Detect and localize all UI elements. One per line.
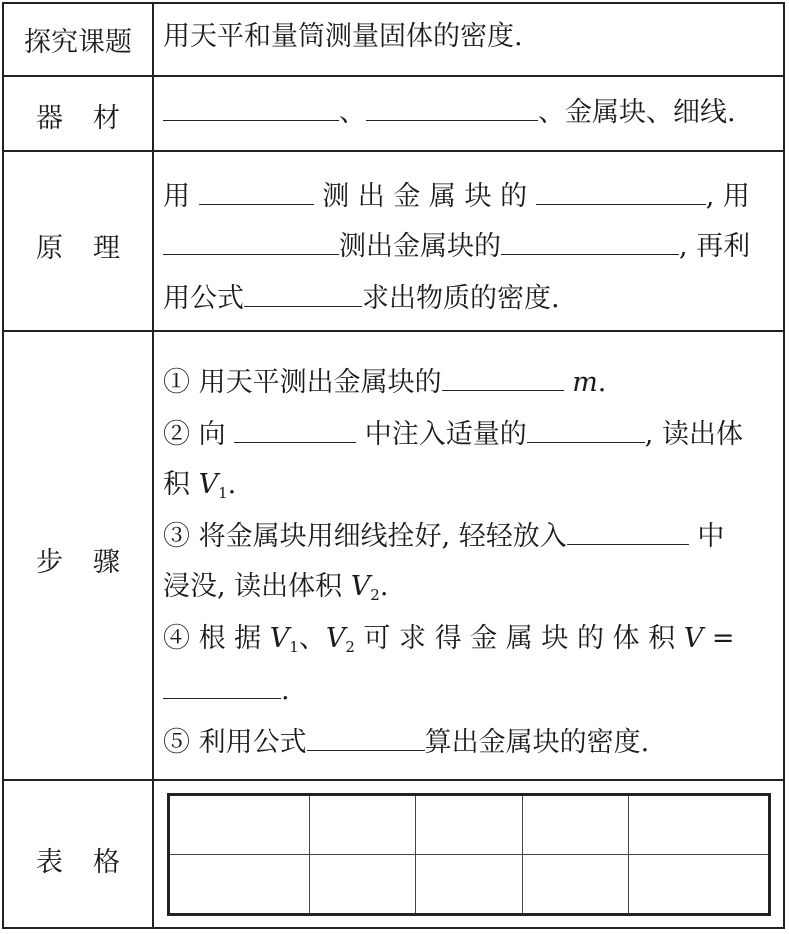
principle-label-char: 原 (36, 233, 63, 264)
volume-symbol: V (325, 623, 346, 654)
subscript: 1 (289, 638, 299, 656)
principle-label (2, 226, 154, 265)
column-divider (152, 2, 154, 929)
table-cell[interactable] (522, 855, 628, 915)
text: 积 (163, 469, 190, 500)
text: 测出金属块的 (339, 231, 501, 262)
row-divider (2, 779, 785, 781)
principle-line-1 (163, 180, 750, 214)
table-cell[interactable] (169, 855, 310, 915)
text: , 读出体 (644, 419, 743, 450)
separator: 、 (339, 97, 366, 128)
subscript: 2 (345, 638, 355, 656)
equipment-tail: 、金属块、细线. (538, 97, 736, 128)
volume-symbol: V (350, 571, 371, 602)
table-cell[interactable] (628, 855, 769, 915)
table-label (2, 840, 154, 879)
text: ⑤ 利用公式 (163, 727, 307, 758)
blank-field[interactable] (567, 520, 689, 545)
text: 用公式 (163, 283, 244, 314)
step-4 (163, 622, 734, 664)
steps-label-char: 步 (36, 547, 63, 578)
text: 算出金属块的密度. (424, 727, 650, 758)
blank-field[interactable] (163, 674, 281, 699)
text: 测 出 金 属 块 的 (322, 181, 528, 212)
blank-field[interactable] (244, 282, 362, 307)
equals-sign: = (711, 623, 735, 654)
table-row (169, 855, 770, 915)
blank-field[interactable] (366, 96, 538, 121)
subscript: 2 (370, 586, 380, 604)
principle-line-3 (163, 282, 560, 316)
step-5 (163, 726, 649, 760)
text: 用 (163, 181, 190, 212)
steps-label-char: 骤 (93, 547, 120, 578)
principle-line-2 (163, 230, 750, 264)
table-label-char: 格 (93, 847, 120, 878)
text: , 再利 (679, 231, 751, 262)
text: 中 (697, 521, 725, 552)
blank-field[interactable] (307, 726, 425, 751)
text: 可 求 得 金 属 块 的 体 积 (363, 623, 676, 654)
text: ② 向 (163, 419, 226, 450)
equipment-label-char: 材 (93, 103, 120, 134)
mass-symbol: m (572, 367, 598, 398)
table-cell[interactable] (522, 795, 628, 855)
blank-field[interactable] (163, 230, 339, 255)
blank-field[interactable] (234, 418, 356, 443)
blank-field[interactable] (163, 96, 339, 121)
step-1 (163, 366, 606, 400)
row-divider (2, 75, 785, 77)
step-2-cont (163, 468, 236, 510)
blank-field[interactable] (199, 180, 314, 205)
blank-field[interactable] (442, 366, 564, 391)
volume-symbol: V (683, 623, 704, 654)
table-cell[interactable] (310, 855, 416, 915)
blank-field[interactable] (501, 230, 679, 255)
topic-text: 用天平和量筒测量固体的密度. (163, 21, 523, 52)
table-row (169, 795, 770, 855)
table-cell[interactable] (628, 795, 769, 855)
topic-label: 探究课题 (24, 27, 132, 58)
subscript: 1 (218, 484, 228, 502)
text: ③ 将金属块用细线拴好, 轻轻放入 (163, 521, 567, 552)
table-cell[interactable] (416, 795, 522, 855)
step-3 (163, 520, 724, 554)
step-3-cont (163, 570, 388, 612)
text: . (597, 367, 607, 398)
step-2 (163, 418, 743, 452)
equipment-line (163, 96, 736, 130)
text: . (281, 675, 290, 706)
experiment-sheet (2, 2, 785, 929)
volume-symbol: V (198, 469, 219, 500)
text: . (227, 469, 237, 500)
text: ④ 根 据 (163, 623, 262, 654)
blank-field[interactable] (527, 418, 645, 443)
equipment-label (2, 96, 154, 135)
steps-label (2, 540, 154, 579)
text: ① 用天平测出金属块的 (163, 367, 442, 398)
blank-field[interactable] (536, 180, 706, 205)
row-divider (2, 150, 785, 152)
principle-label-char: 理 (93, 233, 120, 264)
row-divider (2, 330, 785, 332)
text: 中注入适量的 (364, 419, 527, 450)
equipment-label-char: 器 (36, 103, 63, 134)
text: , 用 (705, 181, 750, 212)
separator: 、 (298, 623, 326, 654)
table-cell[interactable] (310, 795, 416, 855)
text: 浸没, 读出体积 (163, 571, 343, 602)
data-table (167, 793, 771, 916)
volume-symbol: V (269, 623, 290, 654)
table-cell[interactable] (169, 795, 310, 855)
table-label-char: 表 (36, 847, 63, 878)
step-4-cont (163, 674, 290, 708)
text: . (379, 571, 389, 602)
table-cell[interactable] (416, 855, 522, 915)
text: 求出物质的密度. (362, 283, 560, 314)
